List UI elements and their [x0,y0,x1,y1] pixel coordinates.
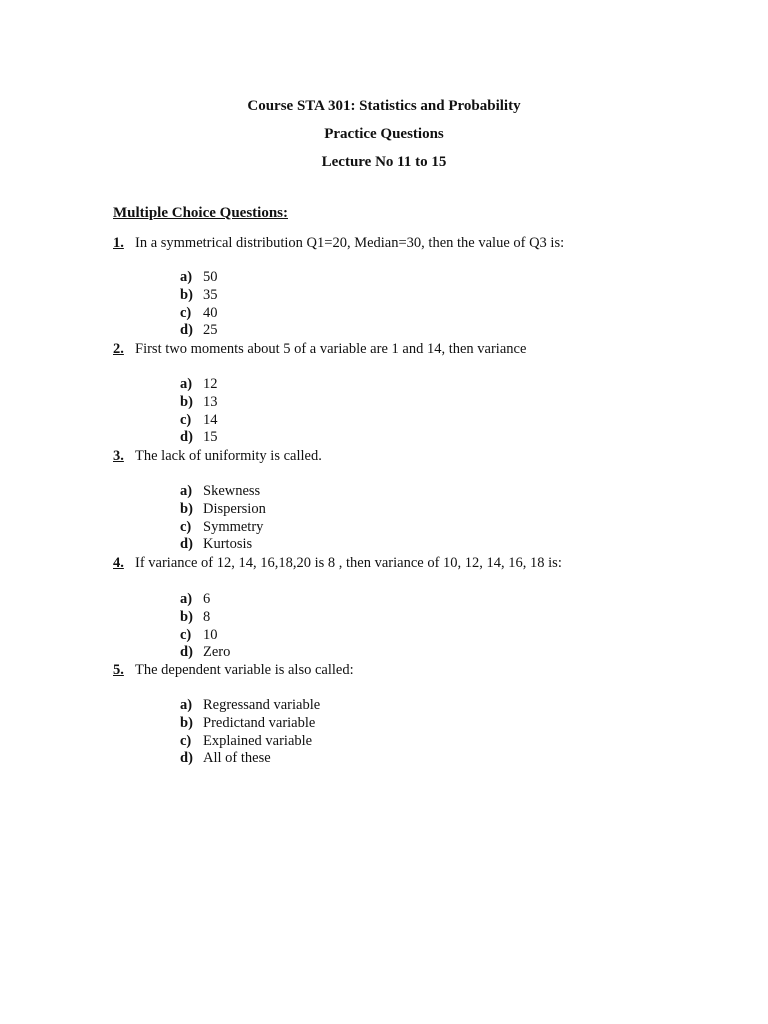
option-text: 14 [203,411,218,428]
option-text: Zero [203,644,231,661]
option-item [180,644,230,662]
option-letter: c) [180,518,192,535]
document-subtitle: Practice Questions [324,126,444,142]
option-text: Regressand variable [203,697,321,713]
question-text: If variance of 12, 14, 16,18,20 is 8 , then variance of 10, 12, 14, 16, 18 is: [135,555,562,571]
option-text: 10 [203,626,218,643]
title-block [0,92,768,176]
options-list-4 [180,591,230,662]
option-letter: c) [180,304,192,321]
question-2 [113,341,526,358]
option-letter: b) [180,393,193,410]
option-text: Explained variable [203,732,313,749]
option-item [180,394,218,412]
option-letter: d) [180,536,193,553]
options-list-5 [180,697,320,768]
option-item [180,305,218,323]
option-text: 25 [203,322,218,339]
option-item [180,536,266,554]
option-item [180,483,266,501]
option-text: 8 [203,608,211,625]
option-letter: b) [180,714,193,731]
option-text: Predictand variable [203,714,316,731]
option-item [180,609,230,627]
question-number: 1. [113,235,124,251]
option-item [180,376,218,394]
option-text: 35 [203,286,218,303]
option-item [180,429,218,447]
option-letter: d) [180,429,193,446]
option-letter: b) [180,608,193,625]
question-text: In a symmetrical distribution Q1=20, Median=30, then the value of Q3 is: [135,235,565,251]
option-letter: b) [180,500,193,517]
option-item [180,287,218,305]
option-item [180,733,320,751]
question-4 [113,555,562,572]
lecture-range: Lecture No 11 to 15 [321,154,447,170]
option-item [180,269,218,287]
option-item [180,750,320,768]
section-heading: Multiple Choice Questions: [113,205,288,221]
option-letter: c) [180,626,192,643]
option-letter: a) [180,591,193,607]
option-letter: d) [180,644,193,661]
question-text: The dependent variable is also called: [135,662,354,678]
option-letter: a) [180,376,193,392]
option-letter: a) [180,697,193,713]
option-text: Symmetry [203,518,264,535]
course-title: Course STA 301: Statistics and Probability [247,98,521,114]
option-letter: d) [180,322,193,339]
question-number: 4. [113,555,124,571]
option-text: All of these [203,750,271,767]
question-text: First two moments about 5 of a variable are 1 and 14, then variance [135,341,527,357]
option-text: 12 [203,376,218,392]
option-text: 40 [203,304,218,321]
option-text: 6 [203,591,211,607]
option-item [180,627,230,645]
options-list-3 [180,483,266,554]
option-item [180,715,320,733]
options-list-1 [180,269,218,340]
option-letter: c) [180,411,192,428]
option-item [180,322,218,340]
question-number: 5. [113,662,124,678]
option-item [180,501,266,519]
option-text: 50 [203,269,218,285]
option-item [180,412,218,430]
question-5 [113,662,354,679]
option-item [180,519,266,537]
option-text: 13 [203,393,218,410]
option-text: Dispersion [203,500,266,517]
option-letter: a) [180,483,193,499]
option-letter: a) [180,269,193,285]
option-letter: b) [180,286,193,303]
question-3 [113,448,322,465]
question-number: 2. [113,341,124,357]
option-item [180,697,320,715]
option-text: Skewness [203,483,261,499]
option-text: 15 [203,429,218,446]
option-letter: c) [180,732,192,749]
option-letter: d) [180,750,193,767]
option-text: Kurtosis [203,536,253,553]
options-list-2 [180,376,218,447]
question-number: 3. [113,448,124,464]
question-1 [113,235,564,252]
question-text: The lack of uniformity is called. [135,448,322,464]
option-item [180,591,230,609]
